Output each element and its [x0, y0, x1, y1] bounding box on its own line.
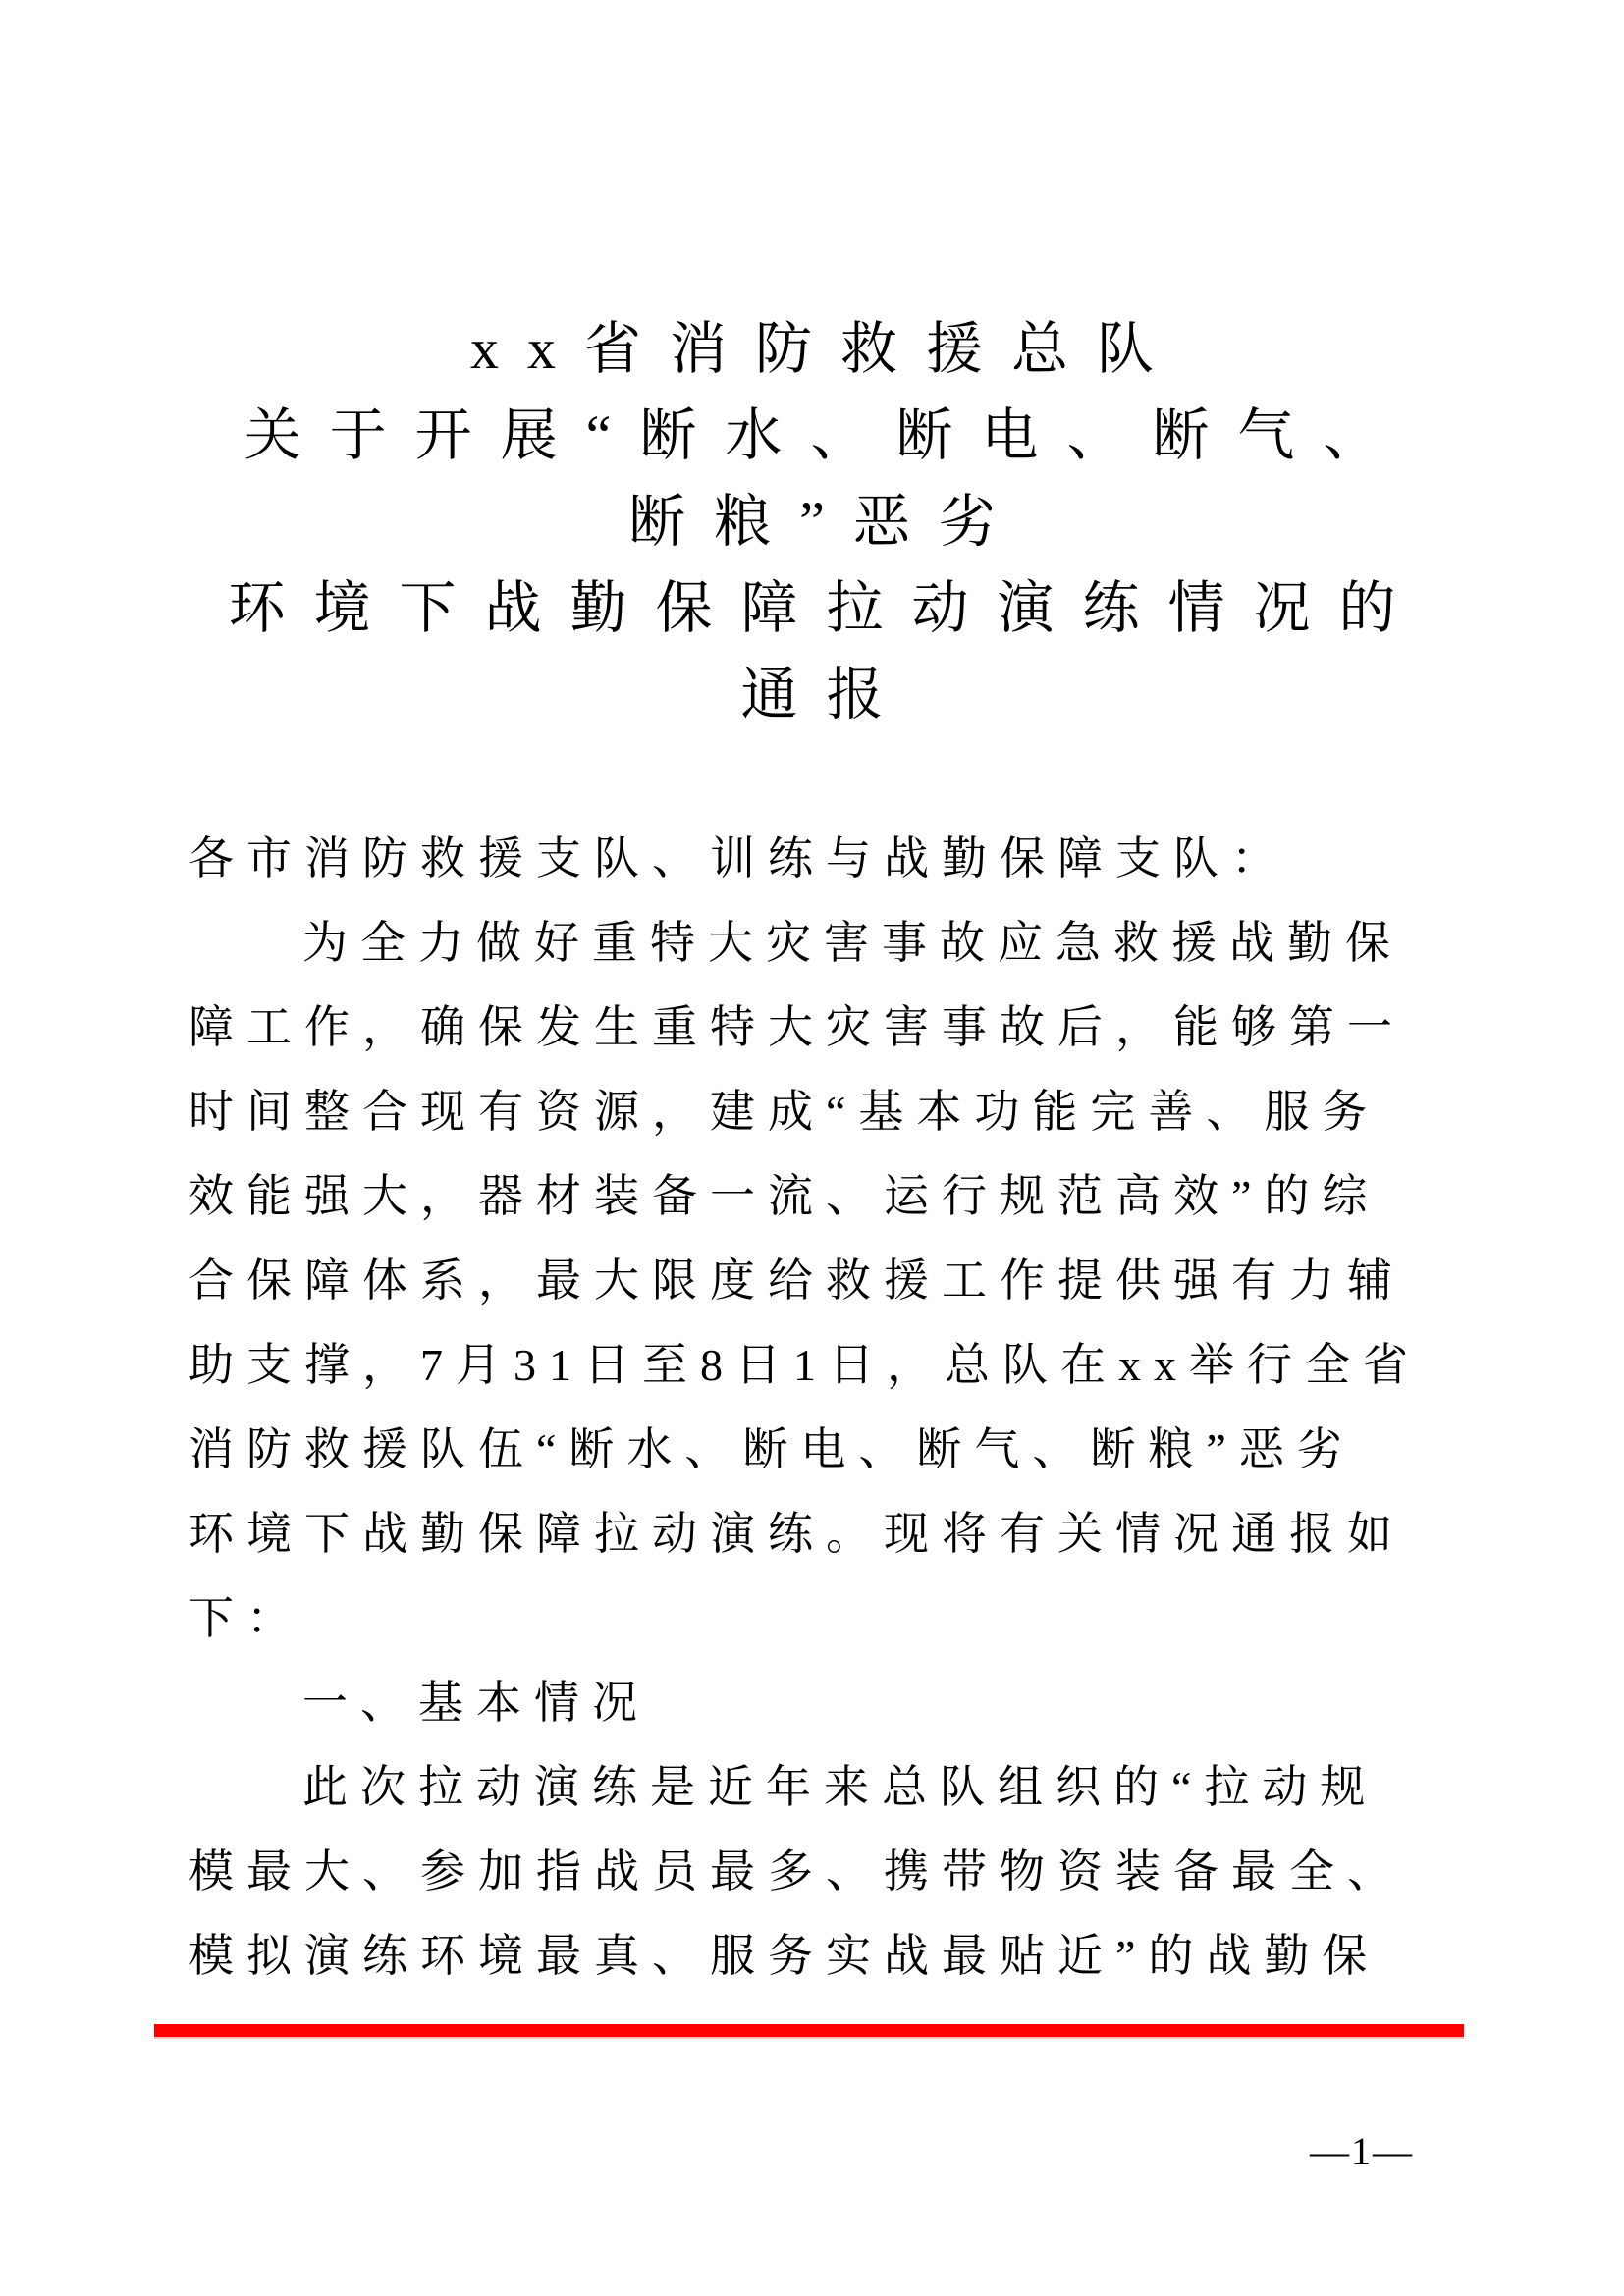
body-line: 合保障体系，最大限度给救援工作提供强有力辅: [189, 1255, 1405, 1306]
body-line: 环境下战勤保障拉动演练。现将有关情况通报如: [189, 1509, 1405, 1559]
title-line-1: xx省消防救援总队: [469, 317, 1182, 381]
body-line: 为全力做好重特大灾害事故应急救援战勤保: [302, 918, 1403, 968]
body-line: 消防救援队伍“断水、断电、断气、断粮”恶劣: [189, 1424, 1355, 1474]
body-line: 模最大、参加指战员最多、携带物资装备最全、: [189, 1846, 1405, 1896]
title-line-2: 关于开展“断水、断电、断气、: [244, 403, 1409, 467]
red-divider-line: [154, 2024, 1464, 2039]
title-line-5: 通报: [740, 663, 912, 726]
document-title: [0, 0, 1624, 738]
document-body: [189, 817, 1437, 1999]
body-line: 模拟演练环境最真、服务实战最贴近”的战勤保: [189, 1931, 1380, 1981]
body-line: 此次拉动演练是近年来总队组织的“拉动规: [302, 1762, 1379, 1812]
body-line-salutation: 各市消防救援支队、训练与战勤保障支队：: [189, 833, 1289, 883]
body-line: 助支撑，7月31日至8日1日，总队在xx举行全省: [189, 1340, 1421, 1390]
title-line-4: 环境下战勤保障拉动演练情况的: [228, 576, 1425, 640]
page-number: —1—: [1310, 2129, 1414, 2173]
body-line: 障工作，确保发生重特大灾害事故后，能够第一: [189, 1002, 1405, 1052]
title-line-3: 断粮”恶劣: [628, 490, 1024, 554]
body-line: 下：: [189, 1593, 304, 1643]
body-line: 效能强大，器材装备一流、运行规范高效”的综: [189, 1171, 1380, 1221]
body-section-heading: 一、基本情况: [302, 1678, 650, 1728]
body-line: 时间整合现有资源，建成“基本功能完善、服务: [189, 1087, 1380, 1137]
